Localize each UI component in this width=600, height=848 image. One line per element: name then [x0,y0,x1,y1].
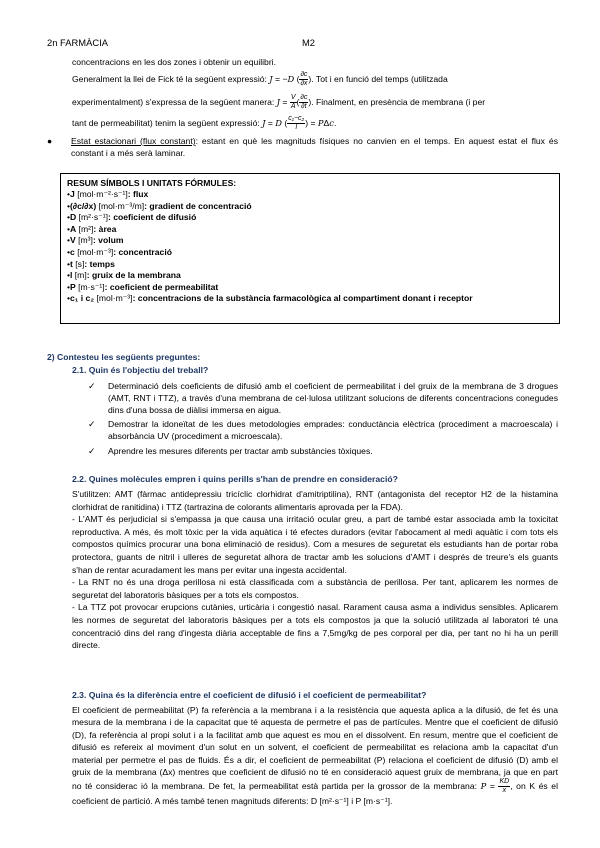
summary-unit: [m³] [78,235,93,246]
summary-item [67,212,553,224]
summary-symbol: c [70,246,75,257]
q1-check-2 [88,419,558,443]
q3-unit-d: [m²·s⁻¹] [319,796,349,807]
bullet-dot-icon: ● [47,136,53,146]
q2-body [72,488,558,652]
q3-heading: 2.3. Quina és la diferència entre el coeficient de difusió i el coeficient de permeabilitat? [72,690,427,700]
intro-line1: concentracions en les dos zones i obtenir un equilibri. [72,57,276,67]
summary-unit: [m] [74,270,87,281]
checkmark-icon: ✓ [88,381,96,391]
summary-symbol: A [70,223,77,234]
summary-item [67,201,553,213]
q2-para-4: - La TTZ pot provocar erupcions cutànies, urticària i congestió nasal. Rarament causa asma a individus sensibles. Aplicarem les normes de seguretat del laboratoris bàsiques per a tots els compostos ja que la solució utilitzada al laboratori té una concentració dins del rang d'ingesta diària acceptable de fins a 7,5mg/kg de pes corporal per dia, per tant no hi ha un perill directe. [72,602,558,651]
summary-item [67,259,553,271]
bullet-icon: • [67,281,71,292]
exp-text-a: experimentalment) s'expressa de la següent manera: [72,97,275,107]
bullet-icon: • [67,293,71,304]
summary-desc: : coeficient de permeabilitat [104,281,219,292]
summary-symbol: J [70,189,75,199]
q2-heading: 2.2. Quines molècules empren i quins perills s'han de prendre en consideració? [72,474,398,484]
q3-unit-p: [m·s⁻¹] [363,796,390,807]
bullet-icon: • [67,246,71,257]
summary-unit: [m²] [78,223,94,234]
q2-para-1: S'utilitzen: AMT (fàrmac antidepressiu tricíclic clorhidrat d'amitriptilina), RNT (antagonista del receptor H2 de la histamina clorhidrat de ranitidina) i TTZ (tartrazina de colorants alimentaris aprovada per la FDA). [72,489,558,512]
bullet-icon: • [67,270,71,281]
checkmark-icon: ✓ [88,446,96,456]
checkmark-icon: ✓ [88,419,96,429]
exp-text-b: . Finalment, en presència de membrana (i per [311,97,486,107]
section2-heading: 2) Contesteu les següents preguntes: [47,352,201,362]
summary-desc: : gruix de la membrana [86,270,181,281]
q3-tail-a: , on K és el coeficient de partició. A més també tenen magnituds diferents: D [72,781,558,807]
header-module: M2 [302,37,316,48]
bullet-icon: • [67,235,71,246]
q1-check-2-text: Demostrar la idoneïtat de les dues metodologies emprades: conductància elèctrica (procediment a macroescala) i absorbància UV (procediment a microescala). [108,419,558,441]
summary-desc: : gradient de concentració [144,200,252,211]
summary-item [67,224,553,236]
summary-symbol: t [70,258,73,269]
exp-formula: J = $\frac{V}{A}$ ( $\frac{\partial c}{\partial t}$ ) [276,94,312,111]
bullet-icon: • [67,258,71,269]
summary-unit: [mol·m⁻³] [77,246,114,257]
bullet-icon: • [67,189,71,199]
steady-text: : estant en què les magnituds físiques no canvien en el temps. En aquest estat el flux és constant i a més serà laminar. [71,136,559,158]
steady-state-bullet [47,135,558,161]
bullet-icon: • [67,200,71,211]
summary-box [60,173,560,324]
q3-tail-b: i P [348,796,364,807]
perm-line [72,115,558,132]
q3-paragraph: El coeficient de permeabilitat (P) fa referència a la membrana i a la resistència que aquesta aplica a la difusió, de fet és una mesura de la membrana i de la capacitat que té aquesta de permetre el pas de partícules. Mentre que el coeficient de difusió (D), fa referència al propi solut i a la facilitat amb que aquest es mou en el dissolvent. En resum, mentre que el coeficient de difusió es refereix al moviment d'un solut en un solvent, el coeficient de permeabilitat es relaciona amb la capacitat d'un material per permetre el pas de fluids. És a dir, el coeficient de permeabilitat (P) relaciona el coeficient de difusió (D) amb el gruix de la membrana (Δx) mentres que coeficient de difusió no té en consideració aquest gruix de membrana, ja que en part no té considerac ió la membrana. De fet, la permeabilitat està partida per la grossor de la membrana: [72,705,558,792]
summary-unit: [m²·s⁻¹] [78,212,108,223]
summary-desc: : coeficient de difusió [107,212,197,223]
summary-unit: [mol·m⁻³/m] [98,200,145,211]
summary-desc: : àrea [93,223,117,234]
perm-text-b: . [333,118,337,128]
summary-item [67,235,553,247]
steady-label: Estat estacionari (flux constant) [71,136,196,146]
fick-line [72,71,558,88]
perm-formula: J = D ( $\frac{\text{c₁−c₂}}{l}$ ) = PΔc [262,115,334,132]
summary-symbol: c₁ i c₂ [70,293,95,304]
fick-formula: J = −D ( $\frac{\partial c}{\partial x}$ ) [269,71,312,88]
summary-symbol: (∂c/∂x) [70,200,97,211]
q1-heading: 2.1. Quin és l'objectiu del treball? [72,365,209,375]
summary-symbol: V [70,235,76,246]
summary-symbol: l [70,270,73,281]
summary-title: RESUM SÍMBOLS I UNITATS FÓRMULES: [67,178,237,188]
q3-body [72,704,558,808]
q1-check-3-text: Aprendre les mesures diferents per tractar amb substàncies tòxiques. [108,446,373,456]
summary-symbol: D [70,212,77,223]
summary-unit: [m·s⁻¹] [78,281,105,292]
summary-list [67,189,553,305]
fick-text-b: . Tot i en funció del temps (utilitzada [311,74,448,84]
q1-check-1 [88,381,558,417]
summary-desc: : flux [127,189,149,199]
fick-text-a: Generalment la llei de Fick té la següent expressió: [72,74,267,84]
summary-item [67,282,553,294]
summary-item [67,293,553,305]
summary-item [67,270,553,282]
summary-desc: : concentració [113,246,172,257]
q3-formula: P = $\frac{KD}{x}$ [480,778,510,795]
summary-desc: : concentracions de la substància farmacològica al compartiment donant i receptor [132,293,473,304]
perm-text-a: tant de permeabilitat) tenim la següent expressió: [72,118,260,128]
summary-unit: [s] [75,258,85,269]
summary-symbol: P [70,281,76,292]
q1-check-1-text: Determinació dels coeficients de difusió amb el coeficient de permeabilitat i del gruix de la membrana de 3 drogues (AMT, RNT i TTZ), a través d'una membrana de cel·lulosa utilitzant solucions de diferents concentracions conegudes dins d'una bossa de diàlisi immersa en aigua. [108,381,558,415]
q2-para-2: - L'AMT és perjudicial si s'empassa ja que causa una irritació ocular greu, a part de també estar associada amb la toxicitat reproductiva. A més, és molt tòxic per la vida aquàtica i té efectes duradors (evitar l'abocament al medi aquàtic i com tots els compostos químics procurar una bona eliminació de residus). Com a mesures de seguretat els estudiants han de portar roba protectora, guants de nitril i ulleres de seguretat alhora de tractar amb les solucions d'AMT i després de treure's els guants s'han de rentar acuradament les mans per evitar una ingesta accidental. [72,514,558,575]
bullet-icon: • [67,223,71,234]
summary-unit: [mol·m⁻²·s⁻¹] [77,189,128,199]
q1-check-3 [88,446,558,458]
summary-item [67,189,553,201]
header-course: 2n FARMÀCIA [47,37,108,48]
bullet-icon: • [67,212,71,223]
summary-desc: : temps [84,258,115,269]
exp-line [72,94,558,111]
summary-item [67,247,553,259]
q2-para-3: - La RNT no és una droga perillosa ni està classificada com a substància de perillosa. Per tant, aplicarem les normes de seguretat del laboratoris bàsiques per a tots els compostos. [72,577,558,600]
q3-tail-c: . [389,796,393,807]
summary-desc: : volum [92,235,124,246]
summary-unit: [mol·m⁻³] [96,293,133,304]
